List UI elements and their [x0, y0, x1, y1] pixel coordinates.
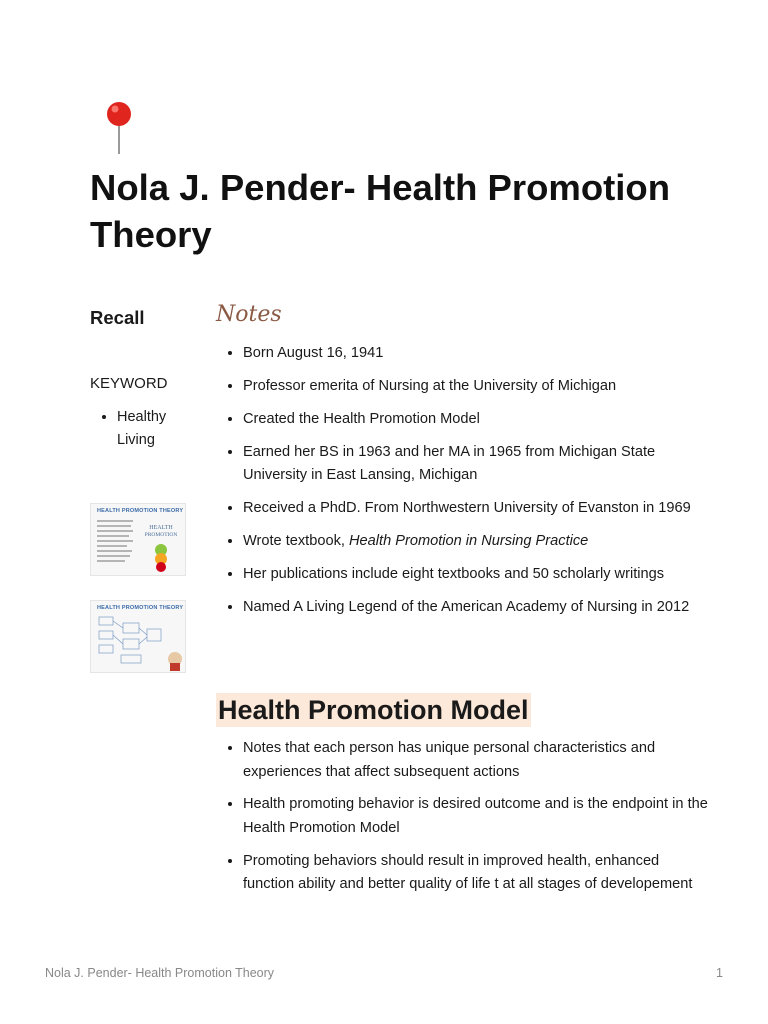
svg-text:PROMOTION: PROMOTION	[144, 532, 178, 538]
model-item: • Promoting behaviors should result in improved health, enhanced function ability and better quality of life t at all stages of developement	[243, 850, 713, 897]
keyword-label: KEYWORD	[90, 375, 168, 392]
thumbnail-health-promotion-diagram[interactable]	[90, 600, 186, 673]
thumbnail-graphic	[91, 601, 186, 673]
notes-list	[216, 342, 713, 629]
keyword-list	[90, 406, 200, 452]
page-title: Nola J. Pender- Health Promotion Theory	[90, 167, 671, 255]
notes-item: • Her publications include eight textbooks and 50 scholarly writings	[243, 563, 713, 587]
notes-item: • Named A Living Legend of the American Academy of Nursing in 2012	[243, 596, 713, 620]
model-item: • Health promoting behavior is desired outcome and is the endpoint in the Health Promotion Model	[243, 793, 713, 840]
thumbnail-graphic	[91, 504, 186, 576]
notes-item: • Born August 16, 1941	[243, 342, 713, 366]
notes-item: • Professor emerita of Nursing at the University of Michigan	[243, 375, 713, 399]
keyword-item: • Healthy Living	[117, 406, 200, 452]
svg-text:HEALTH: HEALTH	[149, 525, 173, 531]
book-title: Health Promotion in Nursing Practice	[349, 532, 589, 549]
notes-item-prefix: Wrote textbook,	[243, 532, 349, 549]
thumbnail-caption: HEALTH PROMOTION THEORY	[97, 508, 184, 514]
notes-item	[243, 530, 713, 554]
footer-title: Nola J. Pender- Health Promotion Theory	[45, 966, 275, 980]
model-heading: Health Promotion Model	[218, 695, 529, 725]
model-item: • Notes that each person has unique personal characteristics and experiences that affect subsequent actions	[243, 737, 713, 784]
notes-item: • Created the Health Promotion Model	[243, 408, 713, 432]
thumbnail-health-promotion-theory[interactable]	[90, 503, 186, 576]
model-list	[216, 737, 713, 906]
notes-item: • Earned her BS in 1963 and her MA in 1965 from Michigan State University in East Lansing, Michigan	[243, 441, 713, 488]
notes-heading: Notes	[216, 302, 282, 327]
pushpin-icon	[104, 100, 134, 156]
thumbnail-caption: HEALTH PROMOTION THEORY	[97, 605, 184, 611]
page-number: 1	[716, 966, 723, 980]
notes-item: • Received a PhdD. From Northwestern University of Evanston in 1969	[243, 497, 713, 521]
recall-heading: Recall	[90, 307, 145, 328]
recall-column	[90, 306, 200, 452]
